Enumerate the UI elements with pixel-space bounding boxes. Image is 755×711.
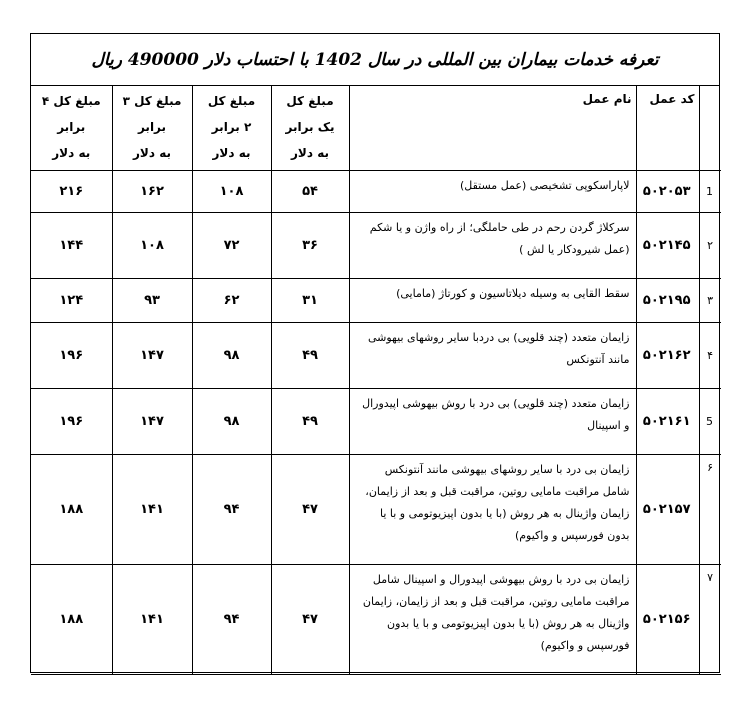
amount-1x: ۳۱	[271, 279, 349, 323]
procedure-code: ۵۰۲۱۴۵	[636, 213, 699, 279]
amount-3x: ۹۳	[112, 279, 192, 323]
amount-1x: ۴۷	[271, 455, 349, 565]
procedure-code: ۵۰۲۰۵۳	[636, 171, 699, 213]
row-number: ۲	[699, 213, 721, 279]
amount-3x: ۱۴۱	[112, 565, 192, 675]
row-number: ۶	[699, 455, 721, 565]
amount-3x: ۱۴۷	[112, 323, 192, 389]
header-row-num	[699, 86, 721, 171]
amount-1x: ۳۶	[271, 213, 349, 279]
tariff-table	[31, 86, 721, 675]
amount-4x: ۱۲۴	[31, 279, 112, 323]
header-amount-1: مبلغ کل یک برابر به دلار	[271, 86, 349, 171]
amount-4x: ۱۴۴	[31, 213, 112, 279]
table-row	[31, 213, 721, 279]
row-number: ۳	[699, 279, 721, 323]
table-row	[31, 455, 721, 565]
header-amount-2: مبلغ کل ۲ برابر به دلار	[192, 86, 271, 171]
amount-4x: ۱۹۶	[31, 389, 112, 455]
amount-2x: ۹۴	[192, 455, 271, 565]
procedure-code: ۵۰۲۱۵۷	[636, 455, 699, 565]
procedure-name: سرکلاژ گردن رحم در طی حاملگی؛ از راه واژن و یا شکم (عمل شیرودکار یا لش )	[349, 213, 636, 279]
table-row	[31, 279, 721, 323]
amount-4x: ۱۸۸	[31, 455, 112, 565]
amount-4x: ۲۱۶	[31, 171, 112, 213]
amount-4x: ۱۹۶	[31, 323, 112, 389]
page-title: تعرفه خدمات بیماران بین المللی در سال 1402 با احتساب دلار 490000 ریال	[31, 34, 719, 86]
procedure-name: لاپاراسکوپی تشخیصی (عمل مستقل)	[349, 171, 636, 213]
procedure-code: ۵۰۲۱۵۶	[636, 565, 699, 675]
header-amount-4: مبلغ کل ۴ برابر به دلار	[31, 86, 112, 171]
amount-4x: ۱۸۸	[31, 565, 112, 675]
row-number: ۷	[699, 565, 721, 675]
amount-3x: ۱۴۱	[112, 455, 192, 565]
amount-2x: ۹۴	[192, 565, 271, 675]
procedure-name: زایمان متعدد (چند قلویی) بی دردبا سایر روشهای بیهوشی مانند آنتونکس	[349, 323, 636, 389]
procedure-name: زایمان متعدد (چند قلویی) بی درد با روش بیهوشی اپیدورال و اسپینال	[349, 389, 636, 455]
header-code: کد عمل	[636, 86, 699, 171]
row-number: ۴	[699, 323, 721, 389]
table-row	[31, 171, 721, 213]
header-amount-3: مبلغ کل ۳ برابر به دلار	[112, 86, 192, 171]
procedure-code: ۵۰۲۱۹۵	[636, 279, 699, 323]
row-number: 1	[699, 171, 721, 213]
amount-2x: ۶۲	[192, 279, 271, 323]
table-row	[31, 565, 721, 675]
procedure-code: ۵۰۲۱۶۲	[636, 323, 699, 389]
header-row	[31, 86, 721, 171]
procedure-code: ۵۰۲۱۶۱	[636, 389, 699, 455]
procedure-name: زایمان بی درد با سایر روشهای بیهوشی مانند آنتونکس شامل مراقبت مامایی روتین، مراقبت قبل و بعد از زایمان، زایمان واژینال به هر روش (با یا بدون اپیزیوتومی و با یا بدون فورسپس و واکیوم)	[349, 455, 636, 565]
amount-3x: ۱۰۸	[112, 213, 192, 279]
row-number: 5	[699, 389, 721, 455]
amount-3x: ۱۴۷	[112, 389, 192, 455]
amount-1x: ۴۷	[271, 565, 349, 675]
amount-1x: ۴۹	[271, 389, 349, 455]
procedure-name: سقط القایی به وسیله دیلاتاسیون و کورتاژ (مامایی)	[349, 279, 636, 323]
amount-2x: ۹۸	[192, 389, 271, 455]
procedure-name: زایمان بی درد با روش بیهوشی اپیدورال و اسپینال شامل مراقبت مامایی روتین، مراقبت قبل و بعد از زایمان، زایمان واژینال به هر روش (با یا بدون اپیزیوتومی و با یا بدون فورسپس و واکیوم)	[349, 565, 636, 675]
tariff-sheet	[30, 33, 720, 673]
amount-2x: ۹۸	[192, 323, 271, 389]
amount-2x: ۷۲	[192, 213, 271, 279]
amount-1x: ۵۴	[271, 171, 349, 213]
amount-1x: ۴۹	[271, 323, 349, 389]
table-row	[31, 389, 721, 455]
table-row	[31, 323, 721, 389]
header-name: نام عمل	[349, 86, 636, 171]
amount-3x: ۱۶۲	[112, 171, 192, 213]
amount-2x: ۱۰۸	[192, 171, 271, 213]
